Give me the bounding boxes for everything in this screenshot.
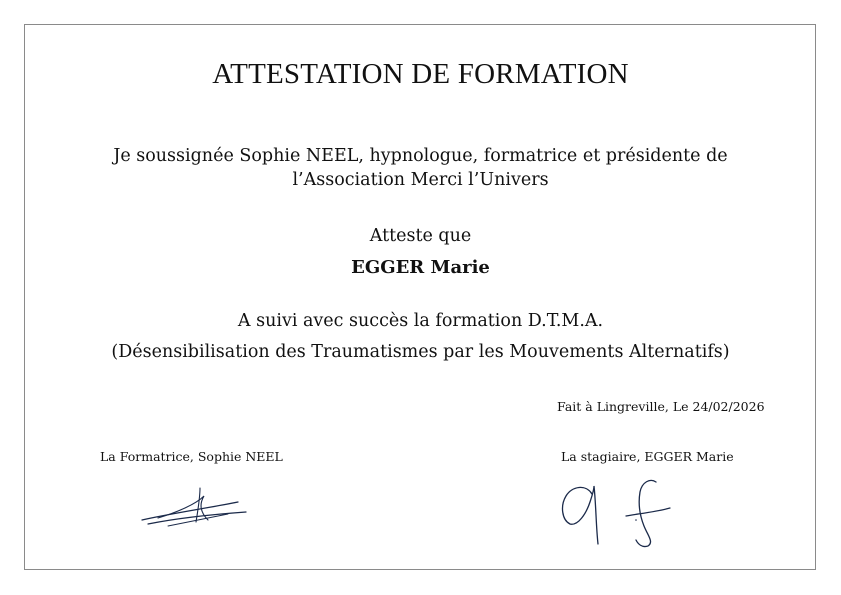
trainee-name: EGGER Marie bbox=[351, 257, 490, 278]
certificate-title: ATTESTATION DE FORMATION bbox=[212, 58, 629, 90]
trainee-signature-label: La stagiaire, EGGER Marie bbox=[561, 449, 734, 464]
attests-text: Atteste que bbox=[369, 226, 472, 246]
training-full-name: (Désensibilisation des Traumatismes par les Mouvements Alternatifs) bbox=[111, 342, 730, 362]
trainee-signature bbox=[556, 474, 676, 550]
trainer-signature bbox=[138, 484, 250, 530]
training-completed-text: A suivi avec succès la formation D.T.M.A. bbox=[237, 311, 604, 331]
declaration-line-2: l’Association Merci l’Univers bbox=[292, 170, 549, 190]
trainer-signature-label: La Formatrice, Sophie NEEL bbox=[100, 449, 283, 464]
declaration-line-1: Je soussignée Sophie NEEL, hypnologue, formatrice et présidente de bbox=[113, 146, 728, 166]
place-and-date: Fait à Lingreville, Le 24/02/2026 bbox=[557, 399, 765, 414]
